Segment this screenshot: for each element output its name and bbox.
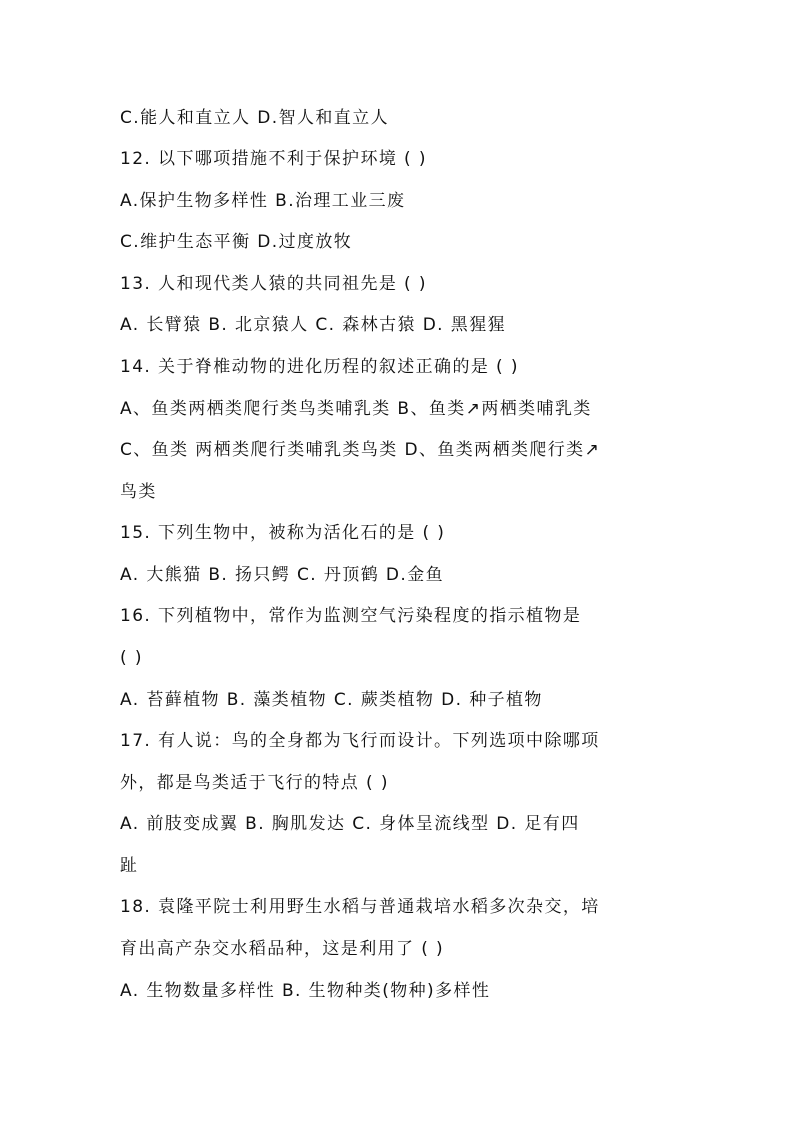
text-line-options-17-cont: 趾: [120, 856, 139, 876]
text-line-options-12ab: A.保护生物多样性 B.治理工业三废: [120, 191, 406, 211]
text-line-options-14d-cont: 鸟类: [120, 482, 157, 502]
question-16-cont: ( ): [120, 648, 143, 668]
question-18: 18. 袁隆平院士利用野生水稻与普通栽培水稻多次杂交，培: [120, 897, 600, 917]
text-line-options-13: A. 长臂猿 B. 北京猿人 C. 森林古猿 D. 黑猩猩: [120, 315, 506, 335]
question-12: 12. 以下哪项措施不利于保护环境 ( ): [120, 149, 427, 169]
text-line-options-15: A. 大熊猫 B. 扬只鳄 C. 丹顶鹤 D.金鱼: [120, 565, 444, 585]
text-line-options-14cd: C、鱼类 两栖类爬行类哺乳类鸟类 D、鱼类两栖类爬行类↗: [120, 440, 601, 460]
question-13: 13. 人和现代类人猿的共同祖先是 ( ): [120, 274, 427, 294]
text-line-options-16: A. 苔藓植物 B. 藻类植物 C. 蕨类植物 D. 种子植物: [120, 690, 543, 710]
text-line-options-17: A. 前肢变成翼 B. 胸肌发达 C. 身体呈流线型 D. 足有四: [120, 814, 580, 834]
question-14: 14. 关于脊椎动物的进化历程的叙述正确的是 ( ): [120, 357, 519, 377]
question-17-cont: 外，都是鸟类适于飞行的特点 ( ): [120, 773, 389, 793]
question-15: 15. 下列生物中，被称为活化石的是 ( ): [120, 523, 446, 543]
text-line-options-14ab: A、鱼类两栖类爬行类鸟类哺乳类 B、鱼类↗两栖类哺乳类: [120, 399, 592, 419]
text-line-option-11cd: C.能人和直立人 D.智人和直立人: [120, 108, 389, 128]
question-16: 16. 下列植物中，常作为监测空气污染程度的指示植物是: [120, 606, 582, 626]
text-line-options-18ab: A. 生物数量多样性 B. 生物种类(物种)多样性: [120, 981, 491, 1001]
question-17: 17. 有人说：鸟的全身都为飞行而设计。下列选项中除哪项: [120, 731, 600, 751]
question-18-cont: 育出高产杂交水稻品种，这是利用了 ( ): [120, 939, 445, 959]
text-line-options-12cd: C.维护生态平衡 D.过度放牧: [120, 232, 353, 252]
